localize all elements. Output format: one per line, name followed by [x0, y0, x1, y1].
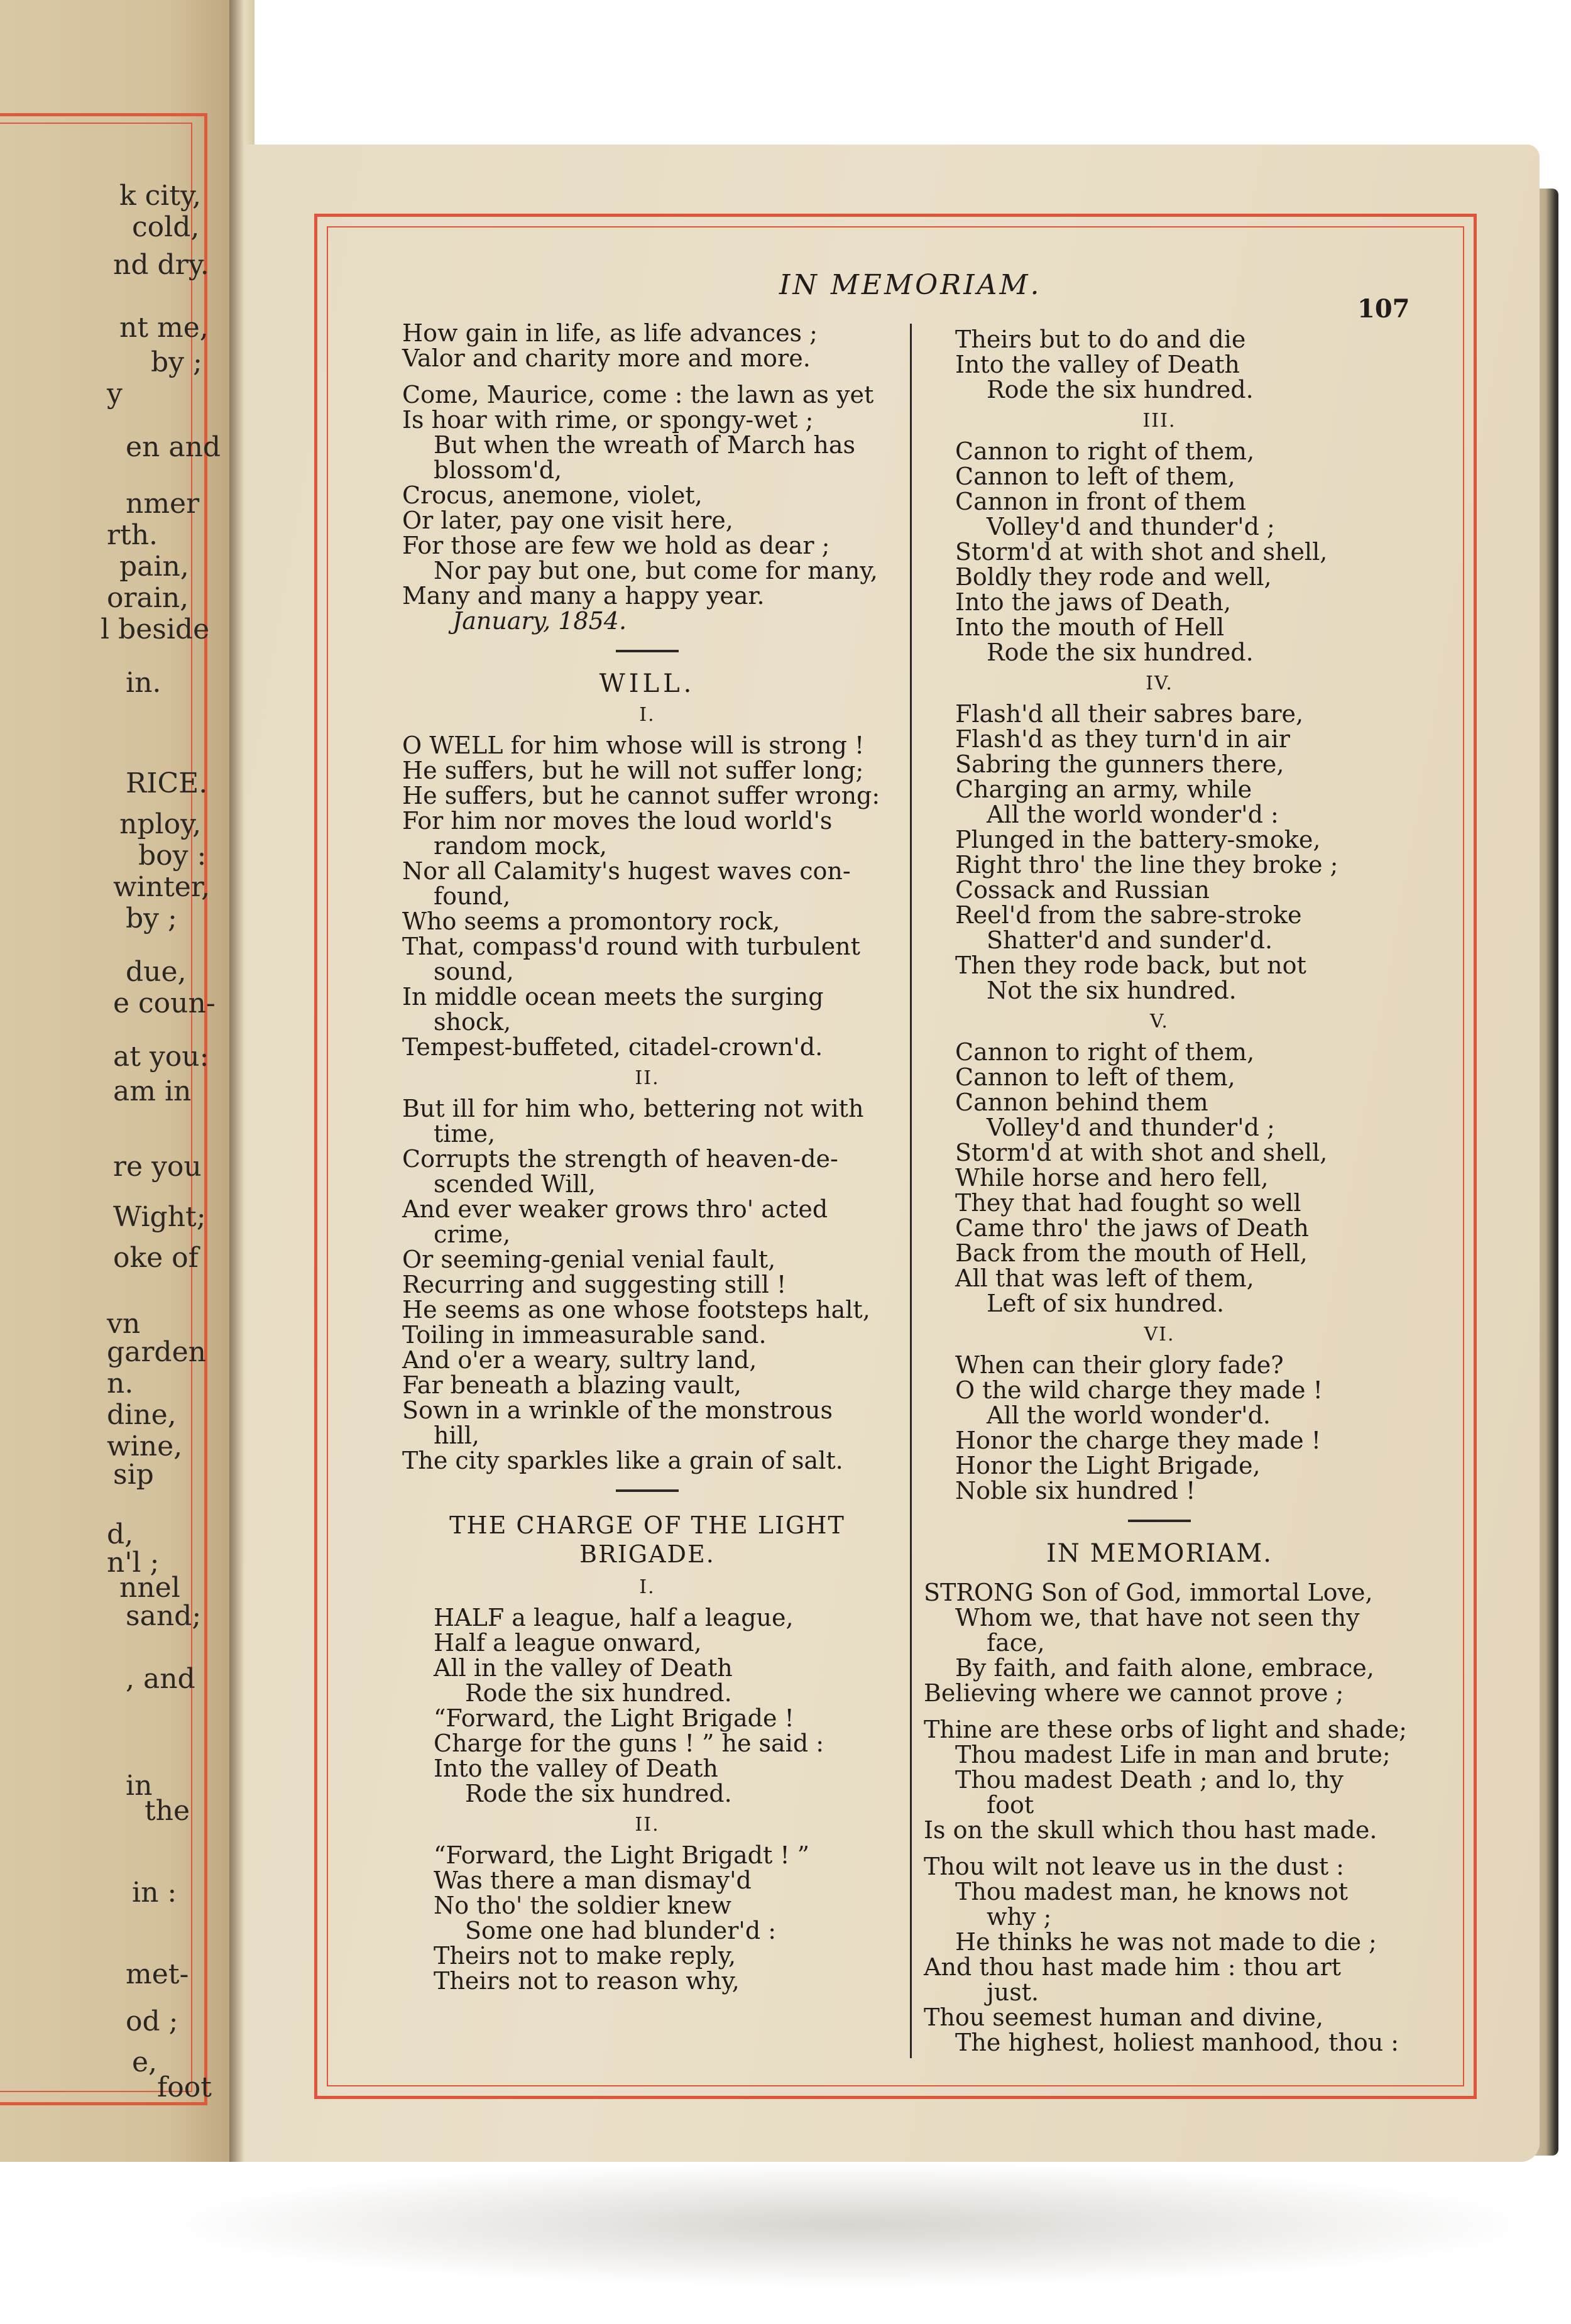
poem-line: Or seeming-genial venial fault,	[402, 1246, 776, 1273]
poem-line: But when the wreath of March has	[434, 431, 855, 459]
poem-line: why ;	[987, 1903, 1052, 1931]
section-rule	[616, 650, 679, 652]
left-fragment: e,	[132, 2046, 158, 2078]
poem-line: Storm'd at with shot and shell,	[955, 538, 1328, 566]
poem-line: In middle ocean meets the surging	[402, 983, 824, 1011]
poem-line: just.	[987, 1978, 1039, 2006]
poem-line: And o'er a weary, sultry land,	[402, 1346, 757, 1374]
poem-line: Cannon in front of them	[955, 488, 1247, 515]
left-fragment: garden	[107, 1336, 206, 1368]
poem-line: Is on the skull which thou hast made.	[924, 1816, 1377, 1844]
left-fragment: in.	[126, 667, 161, 699]
poem-line: And ever weaker grows thro' acted	[402, 1195, 828, 1223]
poem-line: Rode the six hundred.	[465, 1780, 732, 1807]
poem-line: Shatter'd and sunder'd.	[987, 926, 1273, 954]
right-column	[924, 326, 1407, 2056]
poem-line: shock,	[434, 1008, 512, 1036]
poem-line: All the world wonder'd :	[987, 801, 1279, 828]
poem-line: Cannon to left of them,	[955, 1063, 1235, 1091]
left-fragment: k city,	[119, 180, 202, 212]
poem-line: Cannon to right of them,	[955, 1038, 1255, 1066]
poem-line: blossom'd,	[434, 456, 562, 484]
left-fragment: in :	[132, 1877, 177, 1909]
poem-line: Right thro' the line they broke ;	[955, 851, 1338, 879]
left-fragment: boy :	[138, 840, 207, 872]
poem-line: Flash'd all their sabres bare,	[955, 700, 1304, 728]
poem-line: By faith, and faith alone, embrace,	[955, 1654, 1374, 1682]
stanza-numeral: IV.	[1146, 672, 1173, 694]
poem-line: All in the valley of Death	[434, 1654, 733, 1682]
left-fragment: nd dry.	[113, 249, 209, 281]
poem-line: For those are few we hold as dear ;	[402, 532, 830, 559]
left-fragment: at you:	[113, 1041, 209, 1073]
poem-line: He suffers, but he cannot suffer wrong:	[402, 782, 880, 809]
left-fragment: n.	[107, 1368, 134, 1400]
poem-line: Thou seemest human and divine,	[924, 2003, 1323, 2031]
stanza-numeral: II.	[635, 1814, 660, 1836]
poem-line: “Forward, the Light Brigadt ! ”	[434, 1841, 810, 1869]
poem-line: The highest, holiest manhood, thou :	[955, 2029, 1399, 2056]
poem-line: Theirs but to do and die	[955, 326, 1246, 353]
poem-line: Cannon to right of them,	[955, 437, 1255, 465]
left-column	[402, 321, 892, 1993]
poem-title-in-memoriam: IN MEMORIAM.	[1046, 1539, 1273, 1568]
poem-line: Who seems a promontory rock,	[402, 907, 780, 935]
poem-line: But ill for him who, bettering not with	[402, 1095, 864, 1122]
poem-line: Recurring and suggesting still !	[402, 1271, 787, 1298]
poem-line: All that was left of them,	[955, 1264, 1254, 1292]
poem-line: Corrupts the strength of heaven-de-	[402, 1145, 838, 1173]
left-fragment: wine,	[107, 1430, 183, 1462]
poem-line: foot	[987, 1791, 1034, 1819]
poem-line: Theirs not to make reply,	[434, 1942, 736, 1970]
poem-line: Some one had blunder'd :	[465, 1917, 777, 1944]
section-rule	[1128, 1520, 1191, 1522]
poem-line: Into the valley of Death	[434, 1755, 718, 1782]
poem-line: Thou madest Death ; and lo, thy	[955, 1766, 1344, 1794]
poem-title-will: WILL.	[599, 669, 696, 698]
poem-line: Sown in a wrinkle of the monstrous	[402, 1396, 833, 1424]
poem-line: random mock,	[434, 832, 607, 860]
left-fragment: nnel	[119, 1572, 180, 1604]
left-fragment: pain,	[119, 551, 189, 583]
poem-line: Thine are these orbs of light and shade;	[924, 1716, 1407, 1743]
poem-line: He seems as one whose footsteps halt,	[402, 1296, 870, 1324]
poem-line: Cossack and Russian	[955, 876, 1210, 904]
left-fragment: e coun-	[113, 987, 216, 1019]
poem-line: Whom we, that have not seen thy	[955, 1604, 1360, 1631]
poem-line: Believing where we cannot prove ;	[924, 1679, 1344, 1707]
poem-line: Half a league onward,	[434, 1629, 702, 1657]
poem-line: Noble six hundred !	[955, 1477, 1196, 1505]
left-fragment: by ;	[126, 902, 177, 935]
left-fragment: dine,	[107, 1399, 177, 1431]
poem-line: Boldly they rode and well,	[955, 563, 1272, 591]
poem-line: Reel'd from the sabre-stroke	[955, 901, 1302, 929]
left-fragment: in	[126, 1770, 153, 1802]
poem-line: Crocus, anemone, violet,	[402, 481, 703, 509]
left-fragment: vn	[107, 1308, 141, 1340]
poem-line: Is hoar with rime, or spongy-wet ;	[402, 406, 814, 434]
left-fragment: d,	[107, 1518, 134, 1550]
left-fragment: orain,	[107, 582, 189, 614]
poem-line: Charge for the guns ! ” he said :	[434, 1729, 824, 1757]
stanza-numeral: VI.	[1144, 1324, 1175, 1346]
poem-line: Thou madest man, he knows not	[955, 1878, 1349, 1905]
poem-line: O the wild charge they made !	[955, 1376, 1323, 1404]
left-fragment: en and	[126, 431, 221, 463]
poem-line: All the world wonder'd.	[987, 1401, 1271, 1429]
poem-line: Rode the six hundred.	[987, 376, 1254, 403]
poem-line: Volley'd and thunder'd ;	[987, 1114, 1275, 1141]
left-page	[0, 0, 239, 2162]
section-rule	[616, 1489, 679, 1492]
poem-line: Toiling in immeasurable sand.	[402, 1321, 767, 1349]
poem-line: Honor the charge they made !	[955, 1427, 1322, 1454]
poem-line: “Forward, the Light Brigade !	[434, 1704, 794, 1732]
poem-line: Then they rode back, but not	[955, 951, 1306, 979]
poem-title-charge	[402, 1511, 892, 1569]
poem-title-line: BRIGADE.	[579, 1540, 715, 1568]
left-fragment: nmer	[126, 488, 200, 520]
left-fragment: by ;	[151, 346, 202, 378]
poem-line: Nor all Calamity's hugest waves con-	[402, 857, 851, 885]
poem-line: crime,	[434, 1220, 511, 1248]
poem-line: While horse and hero fell,	[955, 1164, 1269, 1192]
poem-line: Theirs not to reason why,	[434, 1967, 740, 1995]
poem-line: Or later, pay one visit here,	[402, 507, 733, 534]
poem-line: Honor the Light Brigade,	[955, 1452, 1261, 1479]
poem-line: Not the six hundred.	[987, 977, 1237, 1004]
left-fragment: foot	[157, 2071, 212, 2103]
left-fragment: oke of	[113, 1242, 199, 1274]
left-fragment: cold,	[132, 211, 200, 243]
poem-line: Cannon to left of them,	[955, 463, 1235, 490]
book-shadow	[157, 2162, 1540, 2288]
poem-line: sound,	[434, 958, 514, 985]
poem-line: Many and many a happy year.	[402, 582, 765, 610]
poem-line: STRONG Son of God, immortal Love,	[924, 1579, 1373, 1606]
poem-line: Was there a man dismay'd	[434, 1866, 752, 1894]
stanza-numeral: II.	[635, 1067, 660, 1089]
poem-line: Rode the six hundred.	[465, 1679, 732, 1707]
poem-line: He thinks he was not made to die ;	[955, 1928, 1377, 1956]
page-number: 107	[1357, 294, 1410, 324]
stanza-numeral: I.	[639, 1576, 655, 1598]
column-rule	[910, 324, 912, 2058]
poem-line: Cannon behind them	[955, 1088, 1208, 1116]
poem-line: O WELL for him whose will is strong !	[402, 732, 865, 759]
poem-line: Storm'd at with shot and shell,	[955, 1139, 1328, 1166]
poem-line: No tho' the soldier knew	[434, 1892, 731, 1919]
poem-line: time,	[434, 1120, 496, 1148]
poem-line: When can their glory fade?	[955, 1351, 1284, 1379]
left-fragment: the	[145, 1795, 190, 1827]
poem-line: scended Will,	[434, 1170, 596, 1198]
poem-line: How gain in life, as life advances ;	[402, 319, 818, 347]
poem-line: Thou madest Life in man and brute;	[955, 1741, 1391, 1768]
poem-line: Came thro' the jaws of Death	[955, 1214, 1309, 1242]
poem-line: hill,	[434, 1422, 480, 1449]
poem-line: Tempest-buffeted, citadel-crown'd.	[402, 1033, 823, 1061]
left-fragment: y	[107, 378, 123, 410]
poem-line: found,	[434, 882, 511, 910]
left-fragment: Wight;	[113, 1201, 206, 1233]
poem-line: They that had fought so well	[955, 1189, 1301, 1217]
stanza-numeral: I.	[639, 704, 655, 726]
poem-line: Volley'd and thunder'd ;	[987, 513, 1275, 540]
poem-line: He suffers, but he will not suffer long;	[402, 757, 864, 784]
poem-line: Nor pay but one, but come for many,	[434, 557, 878, 584]
poem-line: Come, Maurice, come : the lawn as yet	[402, 381, 874, 408]
left-fragment: met-	[126, 1958, 189, 1990]
poem-line: HALF a league, half a league,	[434, 1604, 794, 1631]
poem-line: And thou hast made him : thou art	[924, 1953, 1341, 1981]
left-fragment: am in	[113, 1075, 192, 1107]
left-fragment: nploy,	[119, 808, 202, 840]
poem-line: Far beneath a blazing vault,	[402, 1371, 742, 1399]
poem-line: Into the mouth of Hell	[955, 613, 1225, 641]
stanza-numeral: III.	[1142, 410, 1176, 432]
left-fragment: RICE.	[126, 767, 208, 799]
left-fragment: od ;	[126, 2005, 178, 2037]
poem-line: Thou wilt not leave us in the dust :	[924, 1853, 1344, 1880]
poem-line: Charging an army, while	[955, 776, 1252, 803]
left-fragment: re you	[113, 1151, 202, 1183]
stanza-numeral: V.	[1150, 1011, 1169, 1033]
poem-line: Rode the six hundred.	[987, 639, 1254, 666]
poem-line: Flash'd as they turn'd in air	[955, 725, 1290, 753]
poem-line: Plunged in the battery-smoke,	[955, 826, 1321, 853]
running-head: IN MEMORIAM.	[779, 269, 1042, 301]
left-fragment: , and	[126, 1663, 195, 1695]
poem-line: Into the valley of Death	[955, 351, 1240, 378]
poem-date: January, 1854.	[452, 607, 627, 635]
left-fragment: nt me,	[119, 312, 209, 344]
poem-title-line: THE CHARGE OF THE LIGHT	[449, 1511, 845, 1539]
poem-line: Left of six hundred.	[987, 1290, 1225, 1317]
poem-line: Sabring the gunners there,	[955, 750, 1284, 778]
poem-line: Into the jaws of Death,	[955, 588, 1232, 616]
poem-line: Valor and charity more and more.	[402, 344, 811, 372]
left-fragment: rth.	[107, 519, 158, 551]
poem-line: For him nor moves the loud world's	[402, 807, 833, 835]
left-fragment: l beside	[101, 613, 210, 645]
left-fragment: winter,	[113, 871, 210, 903]
left-fragment: n'l ;	[107, 1547, 160, 1579]
poem-line: face,	[987, 1629, 1045, 1657]
left-fragment: sip	[113, 1459, 154, 1491]
poem-line: That, compass'd round with turbulent	[402, 933, 860, 960]
poem-line: The city sparkles like a grain of salt.	[402, 1447, 843, 1474]
left-fragment: due,	[126, 956, 187, 988]
poem-line: Back from the mouth of Hell,	[955, 1239, 1308, 1267]
left-fragment: sand;	[126, 1600, 202, 1632]
